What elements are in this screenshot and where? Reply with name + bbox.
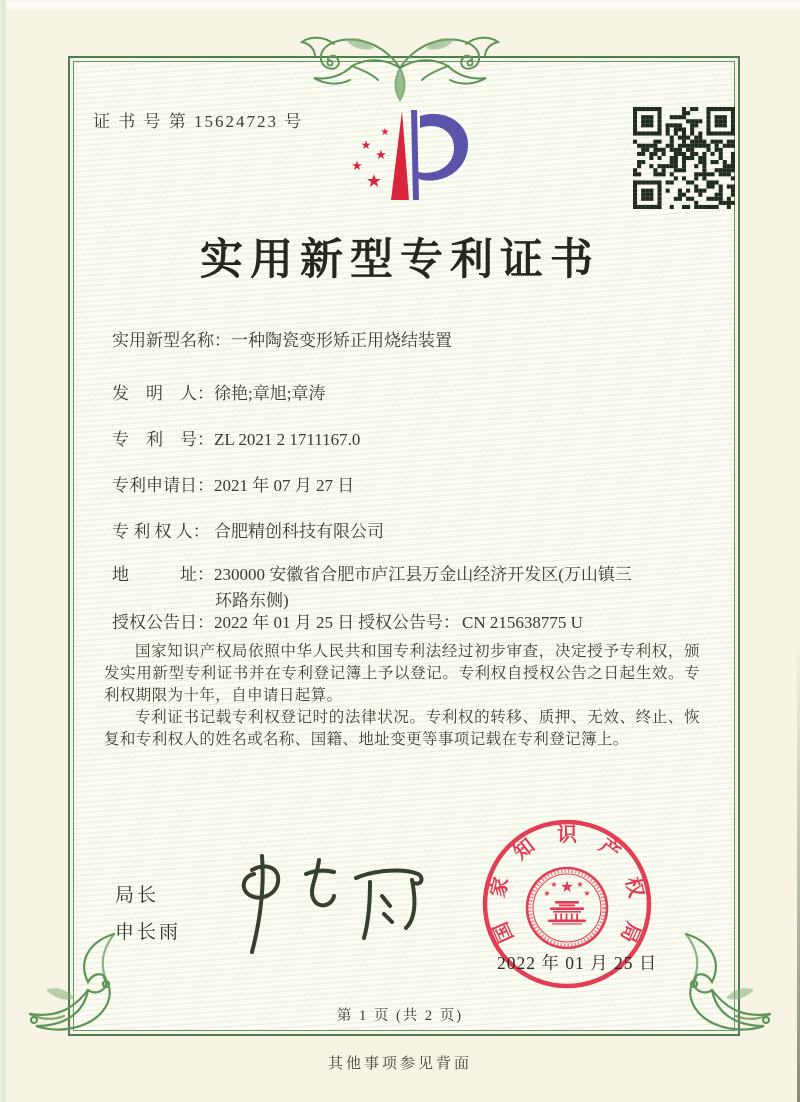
field-address-label: 地 址：: [112, 565, 214, 584]
svg-text:★: ★: [360, 138, 372, 152]
svg-text:★: ★: [559, 877, 575, 896]
bottom-left-ornament-icon: [14, 928, 134, 1050]
field-grant-no: [358, 608, 583, 633]
field-inventor: [112, 379, 325, 404]
field-patent-no-label: 专 利 号：: [112, 430, 214, 449]
field-filing-date: [112, 471, 354, 496]
seal-char: 知: [509, 834, 540, 865]
national-emblem-icon: [527, 868, 607, 948]
field-filing-date-value: 2021 年 07 月 27 日: [214, 476, 355, 495]
field-patentee-label: 专 利 权 人：: [112, 522, 210, 541]
field-grant-no-label: 授权公告号：: [358, 613, 460, 632]
field-patentee-value: 合肥精创科技有限公司: [214, 522, 384, 541]
svg-text:★: ★: [576, 880, 584, 889]
certificate-body: [104, 641, 700, 751]
scan-edge-left: [0, 0, 7, 1102]
seal-char: 国: [489, 918, 519, 946]
certificate-number: 证 书 号 第 15624723 号: [93, 112, 304, 131]
field-grant-date-label: 授权公告日：: [112, 613, 214, 632]
field-inventor-label: 发 明 人：: [112, 384, 214, 403]
svg-text:★: ★: [375, 148, 387, 163]
svg-text:★: ★: [380, 127, 390, 138]
cnipa-seal-icon: [470, 812, 665, 1007]
svg-text:★: ★: [583, 889, 591, 898]
field-address-value-line1: 230000 安徽省合肥市庐江县万金山经济开发区(万山镇三: [214, 565, 632, 584]
commissioner-title: 局长: [115, 885, 160, 906]
seal-char: 产: [594, 834, 625, 865]
field-grant-date: [112, 608, 354, 633]
field-patentee: [112, 517, 384, 542]
body-paragraph-2: 专利证书记载专利权登记时的法律状况。专利权的转移、质押、无效、终止、恢复和专利权人的姓名或名称、国籍、地址变更等事项记载在专利登记簿上。: [104, 709, 700, 748]
qr-code-icon: [633, 107, 735, 209]
field-name-value: 一种陶瓷变形矫正用烧结装置: [231, 331, 452, 350]
seal-char: 识: [557, 824, 577, 846]
svg-text:★: ★: [351, 159, 363, 174]
cnipa-logo-icon: [328, 104, 478, 218]
seal-char: 权: [620, 874, 648, 900]
seal-date: 2022 年 01 月 25 日: [497, 953, 658, 973]
top-ornament-icon: [290, 28, 510, 108]
seal-char: 家: [486, 874, 514, 900]
field-inventor-value: 徐艳;章旭;章涛: [214, 384, 326, 403]
field-grant-no-value: CN 215638775 U: [462, 613, 583, 632]
svg-text:★: ★: [543, 889, 551, 898]
field-patent-no-value: ZL 2021 2 1711167.0: [214, 430, 361, 449]
svg-text:★: ★: [550, 880, 558, 889]
bottom-right-ornament-icon: [666, 928, 786, 1050]
field-filing-date-label: 专利申请日：: [112, 476, 214, 495]
field-name-label: 实用新型名称：: [112, 331, 231, 350]
commissioner-name: 申长雨: [115, 922, 182, 943]
back-side-note: 其他事项参见背面: [327, 1056, 472, 1072]
certificate-title: 实用新型专利证书: [200, 237, 600, 284]
signature-script-icon: [222, 852, 432, 957]
scan-edge-top: [0, 0, 800, 13]
svg-text:★: ★: [365, 171, 383, 192]
field-address: [112, 560, 632, 585]
page-indicator: 第 1 页 (共 2 页): [336, 1008, 464, 1024]
field-address-value-line2: 环路东侧): [215, 591, 289, 610]
field-patent-no: [112, 425, 360, 450]
seal-char: 局: [615, 918, 645, 946]
body-paragraph-1: 国家知识产权局依照中华人民共和国专利法经过初步审查，决定授予专利权，颁发实用新型专利证书并在专利登记簿上予以登记。专利权自授权公告之日起生效。专利权期限为十年，自申请日起算。: [104, 643, 700, 704]
field-name: [112, 326, 452, 351]
field-grant-date-value: 2022 年 01 月 25 日: [214, 613, 355, 632]
